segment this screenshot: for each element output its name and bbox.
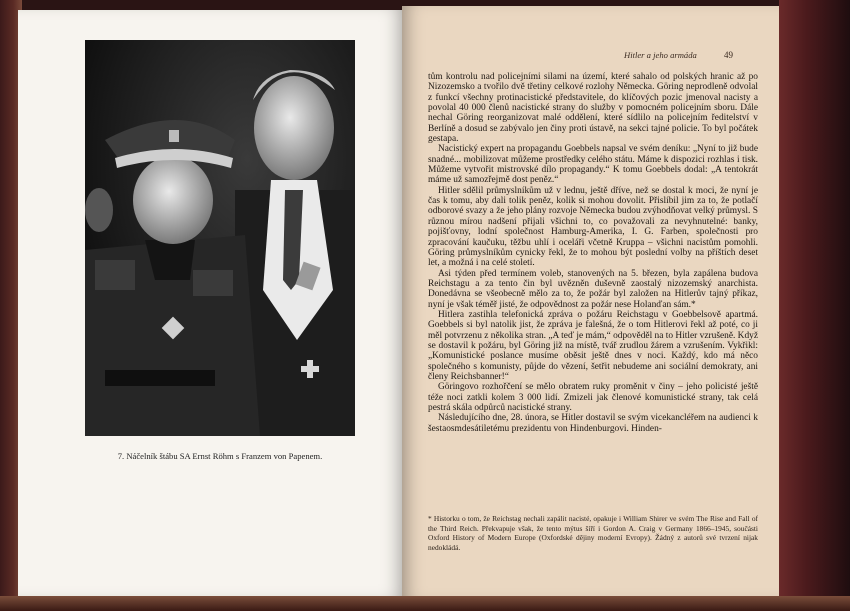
left-page: [18, 10, 402, 596]
paragraph: Následujícího dne, 28. února, se Hitler dostavil se svým vicekancléřem na audienci k šestaosmdesátiletému prezidentu von Hindenburgovi. Hinden-: [428, 413, 758, 434]
historical-photograph: [85, 40, 355, 436]
running-head: Hitler a jeho armáda: [624, 50, 697, 60]
paragraph: Hitlera zastihla telefonická zpráva o požáru Reichstagu v Goebbelsově apartmá. Goebbels si byl natolik jist, že zpráva je falešná, že o tom Hitlerovi řekl až poté, co ji měl potvrzenu z několika stran. „A teď je mám,“ odpověděl na to Hitler vzrušeně. Když se dostavil k požáru, byl Göring již na místě, tvář zrudlou žárem a vzrušením. Vykřikl: „Komunistické poslance musíme oběsit ještě dnes v noci. Každý, kdo má něco společného s komunisty, půjde do vězení, šetřit nebudeme ani sociální demokraty, ani členy Reichsbanner!“: [428, 309, 758, 382]
paragraph: Asi týden před termínem voleb, stanovených na 5. březen, byla zapálena budova Reichstagu a za tento čin byl uvězněn duševně zaostalý nizozemský anarchista. Donedávna se všeobecně mělo za to, že požár byl založen na Hitlerův tajný příkaz, nyní je však téměř jisté, že odpovědnost za požár nese Holanďan sám.*: [428, 268, 758, 310]
right-page: [402, 6, 779, 598]
footnote: * Historku o tom, že Reichstag nechali zapálit nacisté, opakuje i William Shirer ve svém The Rise and Fall of the Third Reich. Překvapuje však, že tento mýtus šíří i Gordon A. Craig v Germany 1866–1945, součásti Oxford History of Modern Europe (Oxfordské dějiny moderní Evropy). Žádný z autorů své tvrzení nijak nedokládá.: [428, 514, 758, 553]
photo-caption: 7. Náčelník štábu SA Ernst Röhm s Franzem von Papenem.: [117, 451, 323, 461]
paragraph: tům kontrolu nad policejními silami na území, které sahalo od polských hranic až po Nizozemsko a tvořilo dvě třetiny celkové rozlohy Německa. Göring neprodleně odvolal z funkcí všechny protinacistické představitele, do klíčových pozic jmenoval nacisty a povolal 40 000 členů nacistické strany do služby v pomocném policejním sboru. Dále nechal Göring reorganizovat malé oddělení, které sídlilo na policejním ředitelství v Berlíně a dosud se zabývalo jen činy proti ústavě, na sekci tajné policie. To byl počátek gestapa.: [428, 72, 758, 145]
book-cover-edge-right: [779, 0, 850, 611]
paragraph: Göringovo rozhořčení se mělo obratem ruky proměnit v činy – jeho policisté ještě téže noci zatkli kolem 3 000 lidí. Zmizeli jak členové komunistické strany, tak celá pestrá skála odpůrců nacistické strany.: [428, 382, 758, 413]
body-text: [428, 72, 758, 434]
photograph-image: [85, 40, 355, 436]
book-bottom-edge: [0, 596, 850, 611]
paragraph: Hitler sdělil průmyslníkům už v lednu, ještě dříve, než se dostal k moci, že nyní je čas k tomu, aby dali tolik peněz, kolik si mohou dovolit. Přislíbil jim za to, že potlačí odborové svazy a že jeho plány rozvoje Německa budou zvýhodňovat velký průmysl. S různou mírou nadšení přijali všichni to, co považovali za nevyhnutelné: banky, pojišťovny, lodní společnost Hamburg-Amerika, I. G. Farben, společnosti pro zpracování kaučuku, těžbu uhlí i oceláři včetně Kruppa – všichni nacistům pomohli. Göring průmyslníkům cynicky řekl, že to mohou být poslední volby na příštích deset let, a možná i na celé století.: [428, 185, 758, 269]
page-number: 49: [724, 50, 733, 60]
paragraph: Nacistický expert na propagandu Goebbels napsal ve svém deníku: „Nyní to již bude snadné... mobilizovat můžeme prostředky celého státu. Máme k dispozici rozhlas i tisk. Můžeme vytvořit mistrovské dílo propagandy.“ K tomu Goebbels dodal: „A tentokrát máme už samozřejmě dost peněz.“: [428, 144, 758, 186]
